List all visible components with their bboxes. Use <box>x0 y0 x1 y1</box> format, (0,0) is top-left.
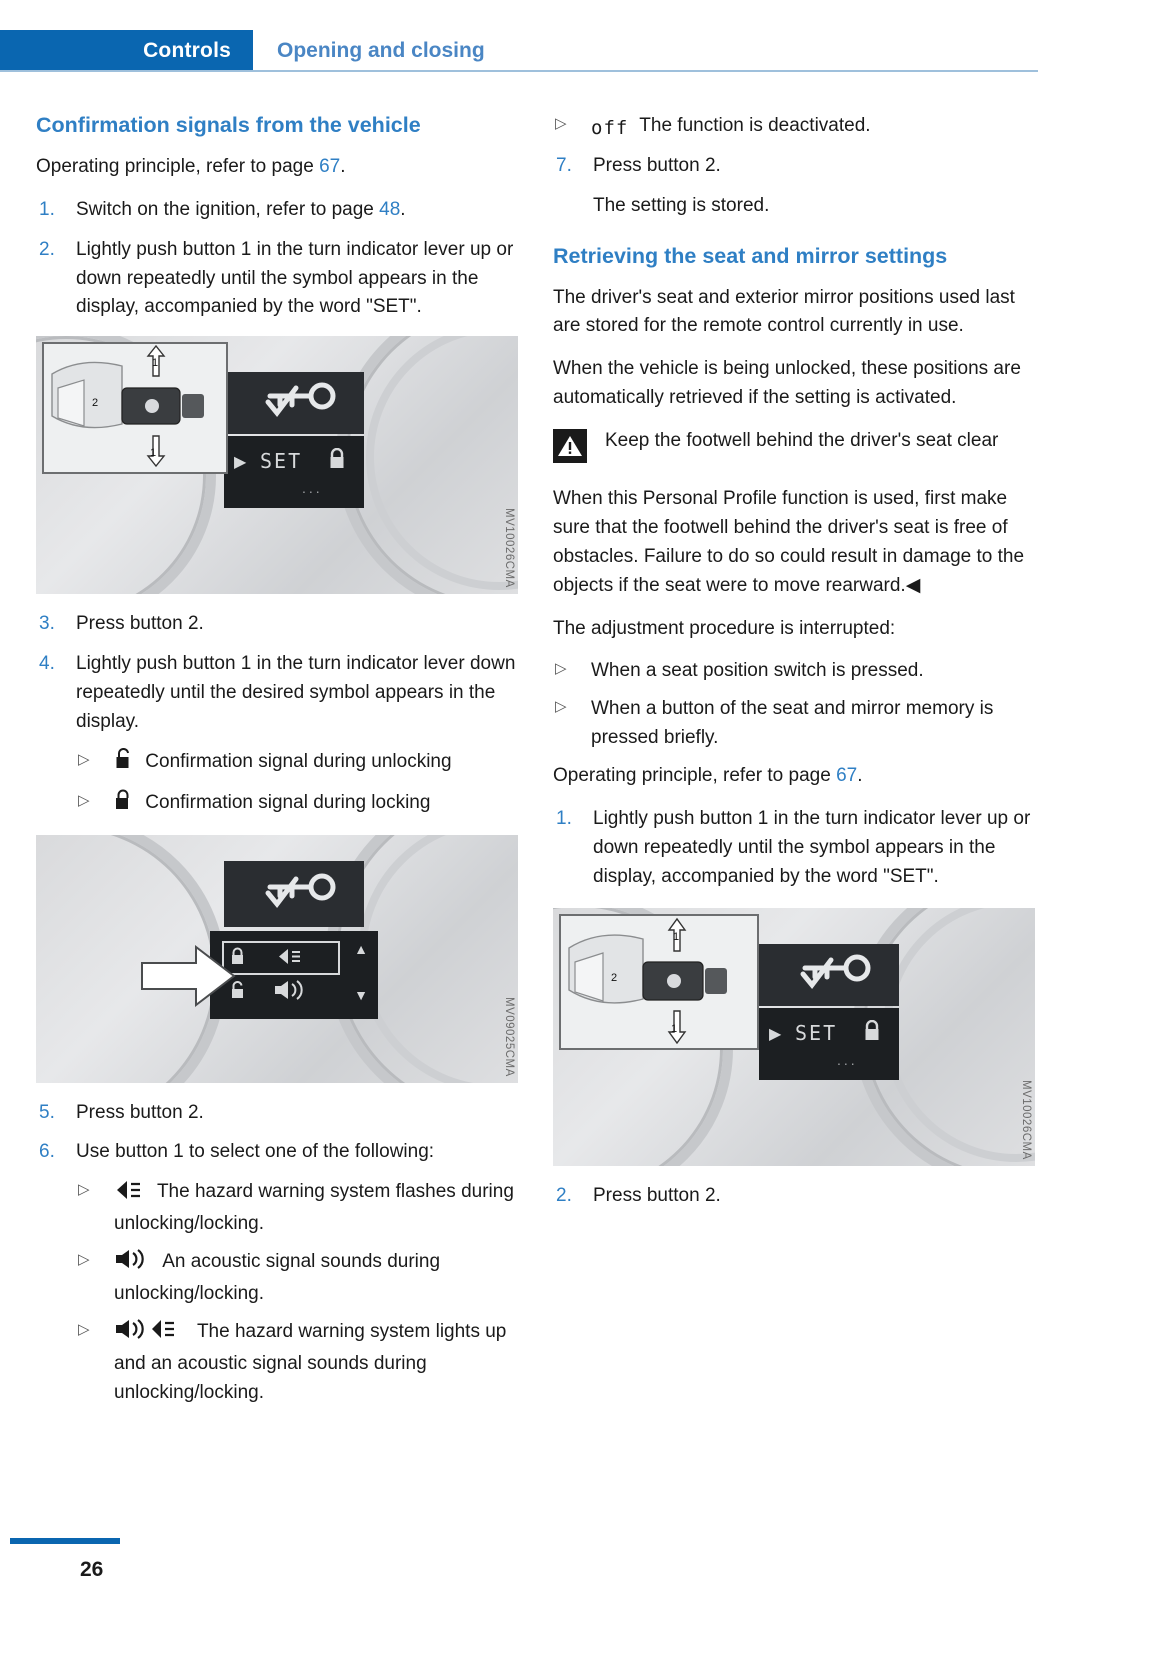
step-4 <box>36 650 518 737</box>
turn-indicator-lever-diagram <box>44 344 222 468</box>
bullet-lock-confirmation <box>76 789 518 821</box>
bullet-triangle-icon: ▷ <box>555 698 567 716</box>
bullet-triangle-icon: ▷ <box>78 1251 90 1268</box>
svg-text:1: 1 <box>152 357 159 370</box>
step-7-text: Press button 2. <box>593 154 721 176</box>
figure2-hazard-flash-icon <box>276 947 306 966</box>
key-check-icon <box>759 944 899 1006</box>
step-6-text: Use button 1 to select one of the following: <box>76 1141 435 1163</box>
step-7-result <box>553 192 1035 221</box>
bullet-triangle-icon: ▷ <box>555 115 567 132</box>
figure-signal-selection-display <box>36 835 518 1083</box>
steps-list-retrieve-2 <box>553 1182 1035 1211</box>
svg-text:1: 1 <box>150 447 157 460</box>
step-6-bullets <box>76 1178 518 1407</box>
warning-body-text: When this Personal Profile function is used, first make sure that the footwell behind the driver's seat is free of obstacles. Failure to do so could result in damage to the objects if the seat were to move rearward.◀ <box>553 488 1025 596</box>
steps-list-7 <box>553 152 1035 221</box>
acoustic-and-hazard-icon <box>114 1318 186 1350</box>
steps-list-retrieve-1 <box>553 805 1035 892</box>
step-2-text: Lightly push button 1 in the turn indicator lever up or down repeatedly until the symbol appears in the display, accompanied by the word "SET". <box>76 238 514 318</box>
operating-principle-line <box>36 153 518 182</box>
warning-triangle-icon <box>553 429 587 463</box>
header-divider <box>0 70 1038 72</box>
figure2-scroll-down-icon: ▼ <box>354 986 368 1003</box>
step-7-result-text: The setting is stored. <box>593 194 770 216</box>
step-5-number: 5. <box>39 1101 55 1123</box>
bullet-unlock-text: Confirmation signal during unlocking <box>145 750 452 772</box>
operating-principle-prefix: Operating principle, refer to page <box>36 155 320 177</box>
bullet-function-deactivated <box>553 112 1035 143</box>
bullet-unlock-confirmation <box>76 748 518 780</box>
retrieving-paragraph-2: When the vehicle is being unlocked, these positions are automatically retrieved if the setting is activated. <box>553 358 1021 409</box>
bullet-acoustic-and-hazard-text: The hazard warning system lights up and an acoustic signal sounds during unlocking/locking. <box>114 1320 507 1403</box>
retrieve-step-1-number: 1. <box>556 807 572 829</box>
step-4-number: 4. <box>39 653 55 675</box>
retrieving-paragraph-1: The driver's seat and exterior mirror positions used last are stored for the remote control currently in use. <box>553 286 1015 337</box>
retrieve-step-2-text: Press button 2. <box>593 1184 721 1206</box>
step-1-text-prefix: Switch on the ignition, refer to page <box>76 198 380 220</box>
svg-text:1: 1 <box>671 1022 678 1035</box>
steps-list-1-2 <box>36 196 518 323</box>
svg-text:2: 2 <box>92 397 99 410</box>
figure3-set-dots: ... <box>837 1051 858 1068</box>
figure2-scroll-up-icon: ▲ <box>354 940 368 957</box>
figure3-inset-turn-indicator-lever <box>559 914 759 1050</box>
bullet-acoustic-and-hazard <box>76 1318 518 1408</box>
key-check-icon <box>224 372 364 434</box>
step-6 <box>36 1138 518 1167</box>
retrieve-step-2 <box>553 1182 1035 1211</box>
page-reference-67-right[interactable]: 67 <box>836 765 858 786</box>
step-3 <box>36 610 518 639</box>
svg-text:2: 2 <box>611 971 618 984</box>
page-header <box>0 30 1165 72</box>
header-tab-label: Controls <box>143 39 231 62</box>
retrieve-step-1 <box>553 805 1035 892</box>
steps-list-5-6 <box>36 1099 518 1168</box>
figure-lcd-set-panel <box>224 436 364 508</box>
section-title-retrieving-settings: Retrieving the seat and mirror settings <box>553 243 948 268</box>
figure-retrieve-set-display <box>553 908 1035 1166</box>
off-icon: off <box>591 117 629 139</box>
figure-inset-turn-indicator-lever <box>42 342 228 474</box>
figure1-code: MV10026CMA <box>503 508 515 589</box>
bullet-triangle-icon: ▷ <box>78 750 90 768</box>
step-4-bullets <box>76 748 518 821</box>
step-2-number: 2. <box>39 238 55 260</box>
figure3-lcd-key-panel <box>759 944 899 1006</box>
bullet-seat-position-switch-text: When a seat position switch is pressed. <box>591 660 924 682</box>
operating-principle-suffix-right: . <box>857 765 863 786</box>
bullet-acoustic-signal <box>76 1248 518 1309</box>
figure-set-arrow-icon: ▶ <box>234 454 247 472</box>
figure3-lcd-set-panel <box>759 1008 899 1080</box>
operating-principle-suffix: . <box>340 155 346 177</box>
retrieve-step-1-text: Lightly push button 1 in the turn indicator lever up or down repeatedly until the symbol appears in the display, accompanied by the word "SET". <box>593 807 1031 887</box>
step-3-number: 3. <box>39 613 55 635</box>
step-5-text: Press button 2. <box>76 1101 204 1123</box>
lock-icon <box>114 789 134 821</box>
figure3-set-label: SET <box>795 1020 838 1045</box>
interrupt-intro: The adjustment procedure is interrupted: <box>553 617 896 639</box>
left-column <box>36 112 518 1416</box>
figure-turn-indicator-set-display <box>36 336 518 594</box>
hazard-flash-icon <box>114 1180 146 1210</box>
figure-lcd-key-panel <box>224 372 364 434</box>
page-reference-67[interactable]: 67 <box>319 155 341 177</box>
step-7 <box>553 152 1035 181</box>
acoustic-signal-icon <box>114 1248 152 1280</box>
step-2 <box>36 236 518 323</box>
figure3-set-arrow-icon: ▶ <box>769 1025 782 1043</box>
step-6-number: 6. <box>39 1141 55 1163</box>
warning-block-footwell <box>553 427 1035 471</box>
key-check-icon <box>224 861 364 927</box>
figure2-pointer-arrow-icon <box>140 945 236 1007</box>
step-3-text: Press button 2. <box>76 613 204 635</box>
turn-indicator-lever-diagram <box>561 916 753 1044</box>
step-5 <box>36 1099 518 1128</box>
figure2-acoustic-icon <box>272 979 308 1001</box>
footer-rule <box>10 1538 120 1544</box>
step-1-number: 1. <box>39 198 55 220</box>
figure2-code: MV09025CMA <box>503 996 515 1077</box>
step-1 <box>36 196 518 225</box>
svg-text:1: 1 <box>673 930 680 943</box>
operating-principle-line-right <box>553 762 1035 791</box>
figure3-lock-icon <box>863 1020 881 1042</box>
unlock-icon <box>114 748 134 780</box>
bullet-memory-button-text: When a button of the seat and mirror memory is pressed briefly. <box>591 698 994 749</box>
warning-heading: Keep the footwell behind the driver's seat clear <box>605 430 999 451</box>
bullet-triangle-icon: ▷ <box>78 791 90 809</box>
step-7-number: 7. <box>556 154 572 176</box>
bullet-memory-button <box>553 695 1035 753</box>
right-column <box>553 112 1035 1221</box>
header-section-label: Opening and closing <box>277 39 485 62</box>
bullet-lock-text: Confirmation signal during locking <box>145 791 431 813</box>
step-1-text-suffix: . <box>400 198 406 220</box>
retrieve-step-2-number: 2. <box>556 1184 572 1206</box>
off-bullet-list <box>553 112 1035 143</box>
bullet-triangle-icon: ▷ <box>78 1320 90 1338</box>
bullet-hazard-flash <box>76 1178 518 1239</box>
bullet-function-deactivated-text: The function is deactivated. <box>639 115 871 136</box>
figure-set-dots: ... <box>302 480 323 497</box>
header-tab-controls <box>0 30 253 70</box>
section-title-confirmation-signals: Confirmation signals from the vehicle <box>36 113 421 137</box>
bullet-triangle-icon: ▷ <box>555 660 567 678</box>
interrupt-bullets <box>553 657 1035 753</box>
bullet-hazard-flash-text: The hazard warning system flashes during unlocking/locking. <box>114 1181 514 1235</box>
figure3-code: MV10026CMA <box>1020 1079 1032 1160</box>
bullet-seat-position-switch <box>553 657 1035 686</box>
bullet-triangle-icon: ▷ <box>78 1181 90 1199</box>
figure2-lcd-key-panel <box>224 861 364 927</box>
steps-list-3-4 <box>36 610 518 737</box>
bullet-acoustic-signal-text: An acoustic signal sounds during unlocking/locking. <box>114 1251 441 1304</box>
figure-set-label: SET <box>260 449 303 474</box>
page-number: 26 <box>80 1558 104 1581</box>
step-4-text: Lightly push button 1 in the turn indicator lever down repeatedly until the desired symbol appears in the display. <box>76 653 516 732</box>
operating-principle-prefix-right: Operating principle, refer to page <box>553 765 837 786</box>
figure-lock-icon <box>328 448 346 470</box>
page-reference-48[interactable]: 48 <box>379 198 401 220</box>
